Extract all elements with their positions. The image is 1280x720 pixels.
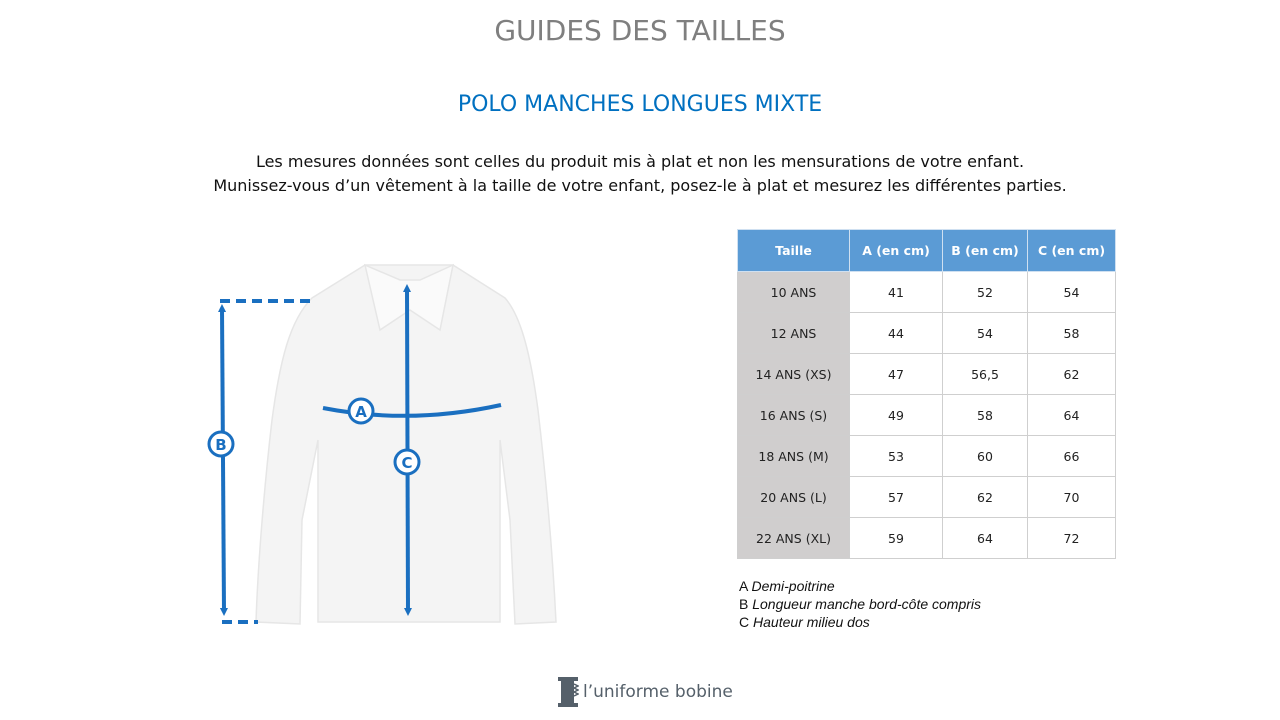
measurement-cell: 49 — [850, 395, 943, 436]
size-cell: 12 ANS — [738, 313, 850, 354]
measurement-cell: 47 — [850, 354, 943, 395]
product-title: POLO MANCHES LONGUES MIXTE — [457, 92, 823, 117]
measurement-cell: 62 — [943, 477, 1028, 518]
measurement-cell: 57 — [850, 477, 943, 518]
header-size: Taille — [738, 230, 850, 272]
measurement-cell: 54 — [1028, 272, 1116, 313]
measurement-cell: 53 — [850, 436, 943, 477]
spool-icon — [557, 676, 579, 708]
measurement-cell: 52 — [943, 272, 1028, 313]
measurement-legend — [739, 577, 981, 631]
size-cell: 18 ANS (M) — [738, 436, 850, 477]
header-a: A (en cm) — [850, 230, 943, 272]
brand-logo — [557, 676, 733, 708]
size-cell: 16 ANS (S) — [738, 395, 850, 436]
size-table — [737, 229, 1116, 559]
intro-line-2: Munissez-vous d’un vêtement à la taille de votre enfant, posez-le à plat et mesurez les différentes parties. — [213, 176, 1067, 195]
label-c: C — [401, 454, 413, 472]
size-cell: 22 ANS (XL) — [738, 518, 850, 559]
table-row — [738, 272, 1116, 313]
table-row — [738, 395, 1116, 436]
legend-item: C Hauteur milieu dos — [739, 614, 870, 630]
measurement-cell: 60 — [943, 436, 1028, 477]
measurement-cell: 59 — [850, 518, 943, 559]
measurement-cell: 54 — [943, 313, 1028, 354]
label-a: A — [355, 403, 367, 421]
table-row — [738, 436, 1116, 477]
measurement-cell: 66 — [1028, 436, 1116, 477]
brand-name: l’uniforme bobine — [583, 682, 733, 702]
page-title: GUIDES DES TAILLES — [494, 14, 786, 47]
label-b: B — [215, 436, 227, 454]
header-c: C (en cm) — [1028, 230, 1116, 272]
table-row — [738, 518, 1116, 559]
measurement-cell: 58 — [1028, 313, 1116, 354]
table-row — [738, 477, 1116, 518]
table-row — [738, 313, 1116, 354]
measurement-cell: 41 — [850, 272, 943, 313]
size-cell: 14 ANS (XS) — [738, 354, 850, 395]
measurement-cell: 72 — [1028, 518, 1116, 559]
measurement-cell: 64 — [1028, 395, 1116, 436]
table-row — [738, 354, 1116, 395]
measurement-cell: 58 — [943, 395, 1028, 436]
measurement-cell: 62 — [1028, 354, 1116, 395]
measurement-cell: 44 — [850, 313, 943, 354]
intro-line-1: Les mesures données sont celles du produit mis à plat et non les mensurations de votre enfant. — [255, 152, 1025, 171]
measurement-cell: 64 — [943, 518, 1028, 559]
legend-item: B Longueur manche bord-côte compris — [739, 596, 982, 612]
header-b: B (en cm) — [943, 230, 1028, 272]
measurement-cell: 70 — [1028, 477, 1116, 518]
size-cell: 20 ANS (L) — [738, 477, 850, 518]
size-cell: 10 ANS — [738, 272, 850, 313]
measurement-cell: 56,5 — [943, 354, 1028, 395]
arrow-b — [222, 308, 224, 612]
table-header-row — [738, 230, 1116, 272]
legend-item: A Demi-poitrine — [739, 578, 835, 594]
